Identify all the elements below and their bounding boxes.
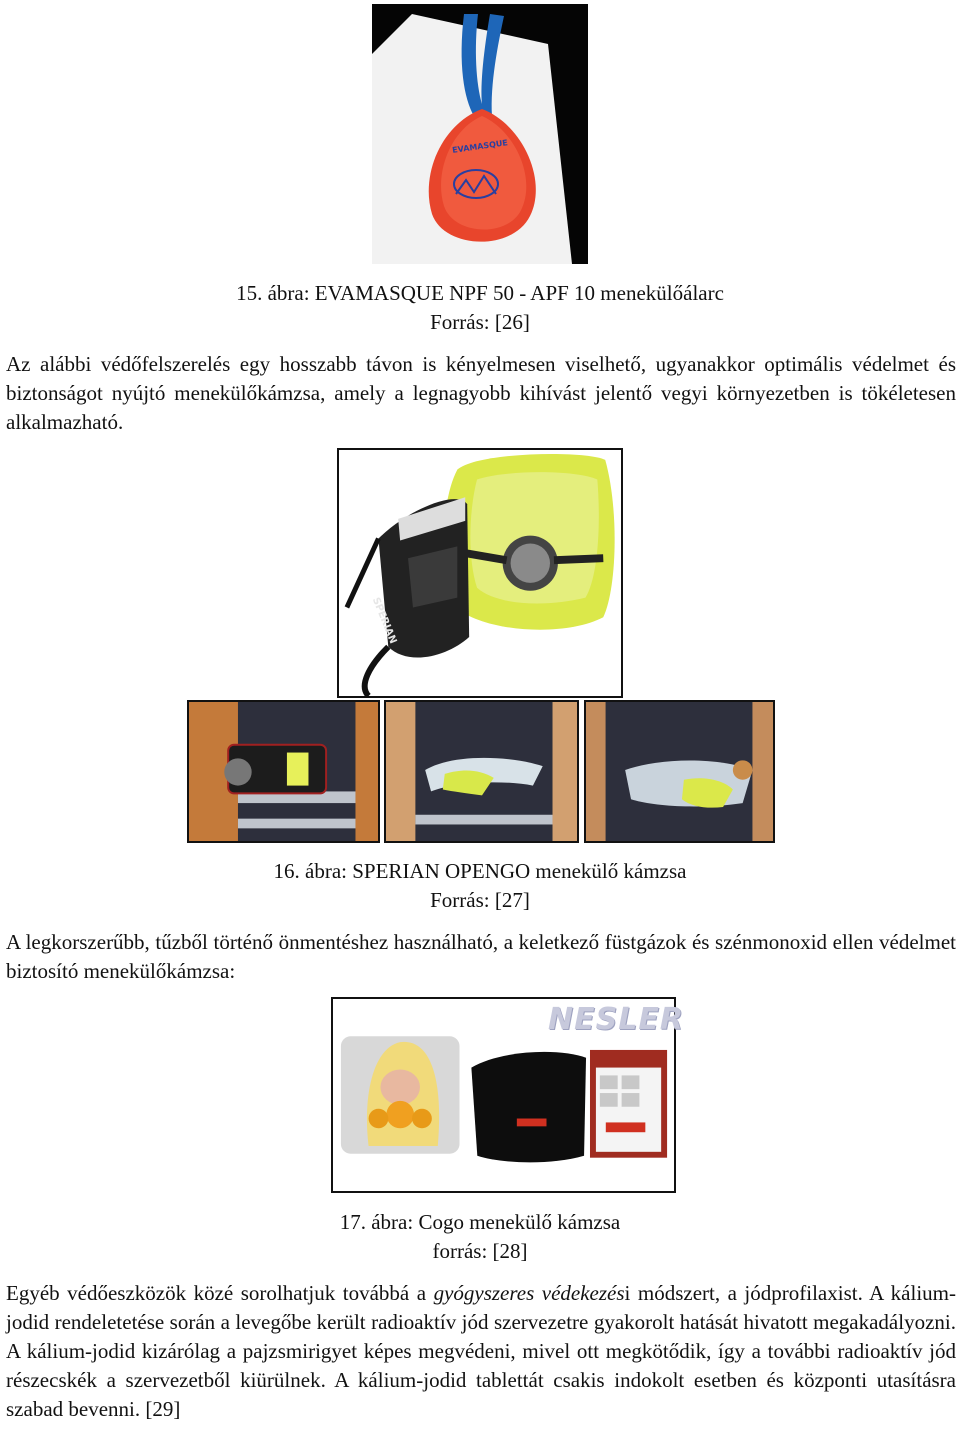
figure-15-caption: 15. ábra: EVAMASQUE NPF 50 - APF 10 menekülőálarc xyxy=(236,281,724,305)
paragraph-3-start: Egyéb védőeszközök közé sorolhatjuk továbbá a xyxy=(6,1281,434,1305)
figure-17-caption: 17. ábra: Cogo menekülő kámzsa xyxy=(339,1210,621,1234)
paragraph-1: Az alábbi védőfelszerelés egy hosszabb távon is kényelmesen viselhető, ugyanakkor optimális védelmet és biztonságot nyújtó menekülőkámzsa, amely a legnagyobb kihívást jelentő vegyi környezetben is tökéletesen alkalmazható. xyxy=(6,352,956,434)
figure-16-source: Forrás: [27] xyxy=(430,888,530,912)
figure-17-source: forrás: [28] xyxy=(432,1239,528,1263)
figure-16-sub-image-2 xyxy=(384,700,579,843)
figure-16-main-image xyxy=(337,448,623,698)
figure-15-image xyxy=(372,4,588,264)
figure-16-caption: 16. ábra: SPERIAN OPENGO menekülő kámzsa xyxy=(273,859,687,883)
paragraph-3 xyxy=(6,1279,956,1424)
figure-16-sub-image-3 xyxy=(584,700,775,843)
figure-15-image-label: EVAMASQUE xyxy=(451,138,509,155)
paragraph-3-italic-term: gyógyszeres védekezés xyxy=(433,1281,625,1305)
paragraph-3-rest: i módszert, a jódprofilaxist. A kálium-jodid rendeletetése során a levegőbe került radioaktív jód szervezetre gyakorolt hatását hivatott megakadályozni. A kálium-jodid kizárólag a pajzsmirigyet képes megvédeni, mivel ott megkötődik, így a további radioaktív jód részecskék a szervezetből kiürülnek. A kálium-jodid tablettát csakis indokolt esetben és központi utasításra szabad bevenni. [29] xyxy=(6,1281,956,1421)
figure-15-source: Forrás: [26] xyxy=(430,310,530,334)
figure-16-sub-image-1 xyxy=(187,700,380,843)
nesler-logo: NESLER xyxy=(548,1002,684,1037)
paragraph-2: A legkorszerűbb, tűzből történő önmentéshez használható, a keletkező füstgázok és szénmonoxid ellen védelmet biztosító menekülőkámzsa: xyxy=(6,930,956,983)
figure-16-bag-label: SPERIAN xyxy=(369,596,399,646)
